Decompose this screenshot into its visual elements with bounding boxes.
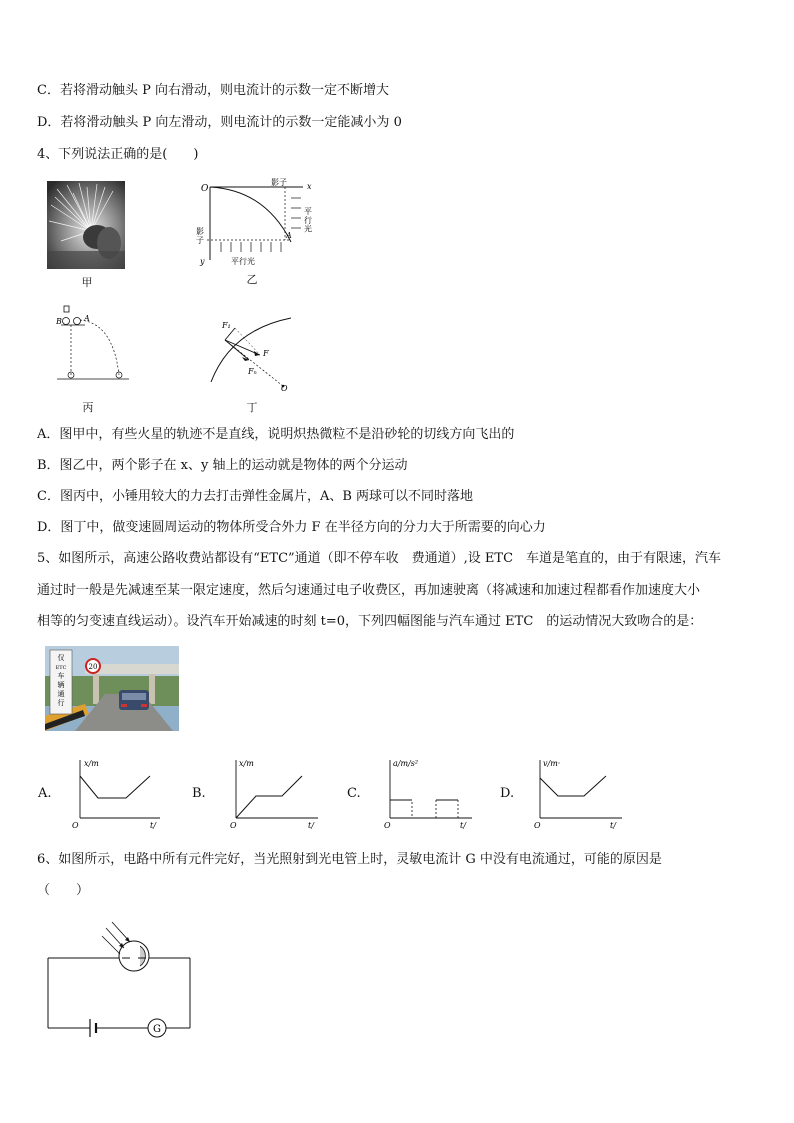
figure-photocell-circuit <box>44 916 196 1040</box>
label-b: B <box>56 317 62 326</box>
label-point-a: A <box>286 231 292 240</box>
q4-option-a: A．图甲中，有些火星的轨迹不是直线，说明炽热微粒不是沿砂轮的切线方向飞出的 <box>37 427 515 442</box>
q5-stem-line-1: 5、如图所示，高速公路收费站都设有“ETC”通道（即不停车收 费通道）,设 ETC 车道是笔直的，由于有限速，汽车 <box>37 551 722 566</box>
q3-option-d: D．若将滑动触头 P 向左滑动，则电流计的示数一定能减小为 0 <box>37 115 402 130</box>
q6-stem: 6、如图所示，电路中所有元件完好，当光照射到光电管上时，灵敏电流计 G 中没有电流通过，可能的原因是 <box>37 852 662 867</box>
label-fn: Fₙ <box>248 367 257 376</box>
sign-char-4: 辆 <box>57 681 65 689</box>
label-x-axis: x <box>307 182 312 191</box>
ylabel: x/m <box>84 759 99 768</box>
q5-stem-line-2: 通过时一般是先减速至某一限定速度，然后匀速通过电子收费区，再加速驶离（将减速和加速过程都看作加速度大小 <box>37 583 701 598</box>
q4-option-b: B．图乙中，两个影子在 x、y 轴上的运动就是物体的两个分运动 <box>37 458 408 473</box>
label-shadow-top: 影子 <box>271 178 287 187</box>
q4-stem: 4、下列说法正确的是( ) <box>37 147 199 162</box>
caption-yi: 乙 <box>246 273 258 286</box>
label-parallel-light-bottom: 平行光 <box>231 257 255 266</box>
q5-option-d-letter: D. <box>500 786 515 801</box>
label-f: F <box>263 349 269 358</box>
origin: O <box>534 821 541 830</box>
xlabel: t/ <box>308 821 314 830</box>
q5-option-a-letter: A. <box>38 786 52 801</box>
xlabel: t/ <box>610 821 616 830</box>
q3-option-c: C．若将滑动触头 P 向右滑动，则电流计的示数一定不断增大 <box>37 83 389 98</box>
label-y-axis: y <box>200 257 205 266</box>
sign-char-5: 通 <box>57 690 65 698</box>
label-o: O <box>201 184 209 194</box>
sign-char-2: ETC <box>55 665 67 671</box>
q5-option-b-letter: B. <box>192 786 206 801</box>
q5-option-d-graph <box>530 756 630 832</box>
sign-char-3: 车 <box>57 672 65 680</box>
caption-jia: 甲 <box>81 276 93 289</box>
origin: O <box>384 821 391 830</box>
q4-option-d: D．图丁中，做变速圆周运动的物体所受合外力 F 在半径方向的分力大于所需要的向心力 <box>37 520 546 535</box>
speed-limit-sign: 20 <box>88 663 98 671</box>
q6-paren: （ ） <box>37 883 90 898</box>
q5-option-a-graph <box>68 756 168 832</box>
q5-option-c-letter: C. <box>347 786 361 801</box>
ylabel: a/m/s² <box>393 759 419 768</box>
label-f1: F₁ <box>222 321 231 330</box>
caption-ding: 丁 <box>246 401 258 414</box>
label-a: A <box>84 314 90 323</box>
sign-char-1: 仅 <box>57 654 65 662</box>
xlabel: t/ <box>150 821 156 830</box>
label-o: O <box>281 384 288 392</box>
caption-bing: 丙 <box>82 401 94 414</box>
origin: O <box>72 821 79 830</box>
origin: O <box>230 821 237 830</box>
ylabel: x/m <box>239 759 254 768</box>
figure-etc-photo <box>45 646 179 731</box>
label-shadow-left: 影子 <box>196 227 204 245</box>
galvanometer-g: G <box>153 1024 161 1035</box>
sign-char-6: 行 <box>57 699 65 707</box>
q5-option-c-graph <box>380 756 480 832</box>
ylabel: v/m· <box>543 759 561 768</box>
figure-yi-shadow-diagram <box>195 176 325 268</box>
q4-option-c: C．图丙中，小锤用较大的力去打击弹性金属片，A、B 两球可以不同时落地 <box>37 489 474 504</box>
q5-option-b-graph <box>226 756 326 832</box>
figure-jia-sparks-photo <box>47 181 125 269</box>
xlabel: t/ <box>460 821 466 830</box>
figure-bing-falling-balls <box>55 303 130 383</box>
label-parallel-light-right: 平行光 <box>304 207 312 234</box>
figure-ding-circular-motion <box>205 314 297 392</box>
q5-stem-line-3: 相等的匀变速直线运动）。设汽车开始减速的时刻 t=0，下列四幅图能与汽车通过 ETC 的运动情况大致吻合的是： <box>37 614 703 629</box>
